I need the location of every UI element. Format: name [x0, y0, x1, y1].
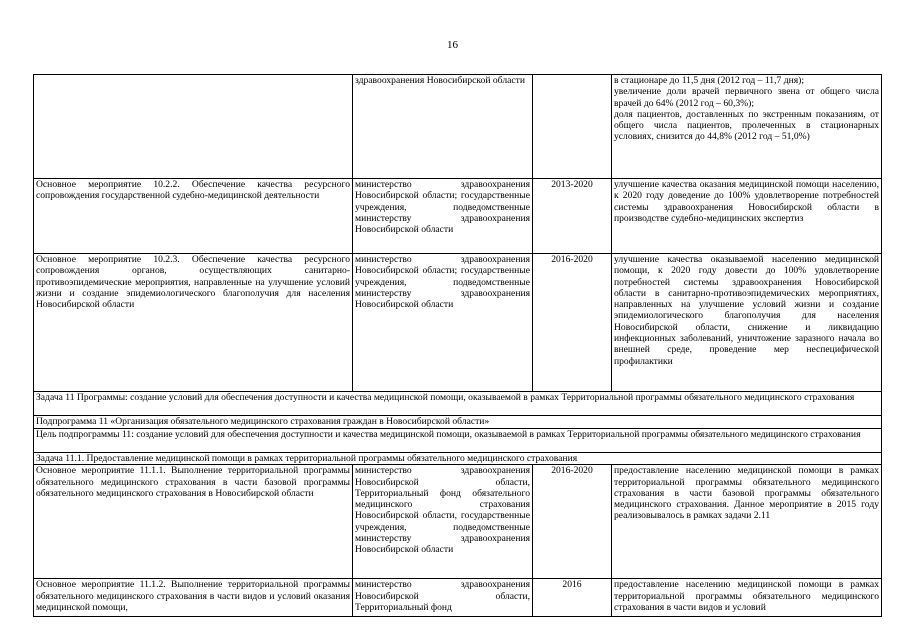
executor-cell: министерство здравоохранения Новосибирской области; государственные учреждения, подведомственные министерству здравоохранения Новосибирской области: [353, 179, 533, 254]
result-line: доля пациентов, доставленных по экстренным показаниям, от общего числа пациентов, пролеченных в стационарных условиях, снизится до 44,8% (2012 год – 51,0%): [614, 108, 879, 143]
result-cell: улучшение качества оказания медицинской помощи населению, к 2020 году доведение до 100% удовлетворение потребностей системы здравоохранения Новосибирской области в производстве судебно-медицинских экспертиз: [612, 179, 882, 254]
result-cell: предоставление населению медицинской помощи в рамках территориальной программы обязательного медицинского страхования в части базовой программы обязательного медицинского страхования. Данное мероприятие в 2015 году реализовывалось в рамках задачи 2.11: [612, 465, 882, 579]
table-row: [34, 465, 882, 579]
event-cell: Основное мероприятие 11.1.1. Выполнение территориальной программы обязательного медицинского страхования в части базовой программы обязательного медицинского страхования в Новосибирской области: [34, 465, 353, 579]
table-row: [34, 254, 882, 392]
result-cell: [612, 75, 882, 179]
table-row: [34, 392, 882, 416]
program-events-table: [33, 74, 882, 617]
executor-cell: министерство здравоохранения Новосибирской области, Территориальный фонд: [353, 579, 533, 617]
task-heading: Задача 11 Программы: создание условий для обеспечения доступности и качества медицинской помощи, оказываемой в рамках Территориальной программы обязательного медицинского страхования: [34, 392, 882, 416]
result-cell: улучшение качества оказываемой населению медицинской помощи, к 2020 году довести до 100% удовлетворение потребностей системы здравоохранения Новосибирской области в санитарно-противоэпидемических мероприятиях, направленных на улучшение условий жизни и создание эпидемиологического благополучия для населения Новосибирской области, снижение и ликвидацию инфекционных заболеваний, уничтожение заразного начала во внешней среде, проведение мер неспецифической профилактики: [612, 254, 882, 392]
subprogram-goal: Цель подпрограммы 11: создание условий для обеспечения доступности и качества медицинской помощи, оказываемой в рамках Территориальной программы обязательного медицинского страхования: [34, 429, 882, 453]
result-cell: предоставление населению медицинской помощи в рамках территориальной программы обязательного медицинского страхования в части видов и условий: [612, 579, 882, 617]
years-cell: 2016: [533, 579, 612, 617]
years-cell: 2013-2020: [533, 179, 612, 254]
event-cell: [34, 75, 353, 179]
result-line: в стационаре до 11,5 дня (2012 год – 11,7 дня);: [614, 75, 804, 86]
executor-cell: министерство здравоохранения Новосибирской области, Территориальный фонд обязательного медицинского страхования Новосибирской области, государственные учреждения, подведомственные министерству здравоохранения Новосибирской области: [353, 465, 533, 579]
years-cell: 2016-2020: [533, 254, 612, 392]
event-cell: Основное мероприятие 10.2.2. Обеспечение качества ресурсного сопровождения государственной судебно-медицинской деятельности: [34, 179, 353, 254]
table-row: [34, 579, 882, 617]
years-cell: [533, 75, 612, 179]
subprogram-heading: Подпрограмма 11 «Организация обязательного медицинского страхования граждан в Новосибирской области»: [34, 416, 882, 429]
executor-cell: здравоохранения Новосибирской области: [353, 75, 533, 179]
years-cell: 2016-2020: [533, 465, 612, 579]
event-cell: Основное мероприятие 11.1.2. Выполнение территориальной программы обязательного медицинского страхования в части видов и условий оказания медицинской помощи,: [34, 579, 353, 617]
executor-cell: министерство здравоохранения Новосибирской области; государственные учреждения, подведомственные министерству здравоохранения Новосибирской области: [353, 254, 533, 392]
page-number: 16: [447, 39, 458, 51]
table-row: [34, 453, 882, 465]
table-row: [34, 416, 882, 429]
table-row: [34, 179, 882, 254]
table-row: [34, 75, 882, 179]
event-cell: Основное мероприятие 10.2.3. Обеспечение качества ресурсного сопровождения органов, осуществляющих санитарно-противоэпидемические мероприятия, направленные на улучшение условий жизни и создание эпидемиологического благополучия для населения Новосибирской области: [34, 254, 353, 392]
task-heading: Задача 11.1. Предоставление медицинской помощи в рамках территориальной программы обязательного медицинского страхования: [34, 453, 882, 465]
result-line: увеличение доли врачей первичного звена от общего числа врачей до 64% (2012 год – 60,3%);: [614, 86, 879, 109]
table-row: [34, 429, 882, 453]
